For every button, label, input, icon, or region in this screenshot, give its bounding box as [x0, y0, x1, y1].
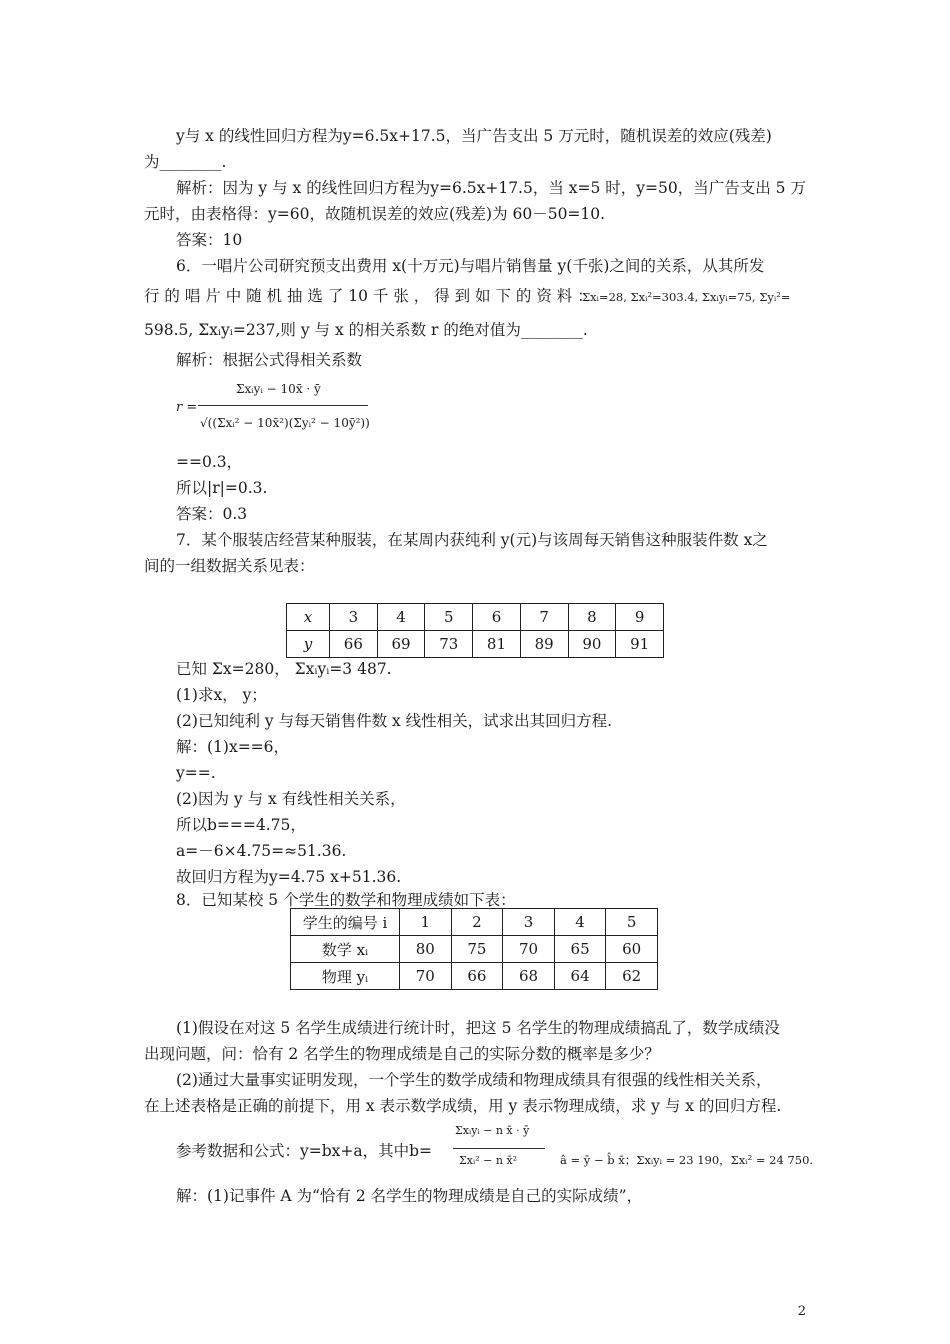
formula-numerator: Σxᵢyᵢ − 10x̄ · ȳ: [236, 382, 321, 396]
table-cell: 66: [451, 963, 503, 990]
text-line: (2)通过大量事实证明发现，一个学生的数学成绩和物理成绩具有很强的线性相关关系，: [176, 1071, 772, 1089]
text-line: 出现问题，问：恰有 2 名学生的物理成绩是自己的实际分数的概率是多少？: [144, 1045, 660, 1063]
table-cell: 5: [606, 909, 658, 936]
regression-b-formula: [453, 1122, 553, 1178]
table-row: [291, 963, 658, 990]
table-cell: 4: [377, 604, 425, 631]
text-line: 8．已知某校 5 个学生的数学和物理成绩如下表：: [176, 891, 516, 909]
text-line: 所以b===4.75，: [176, 816, 306, 834]
table-cell: 学生的编号 i: [291, 909, 400, 936]
text-line: 为________.: [144, 153, 227, 171]
table-cell: 81: [473, 631, 521, 658]
text-line: 在上述表格是正确的前提下，用 x 表示数学成绩，用 y 表示物理成绩，求 y 与 x 的回归方程.: [144, 1097, 782, 1115]
table-cell: 5: [425, 604, 473, 631]
correlation-formula: [176, 378, 376, 444]
table-cell: 1: [400, 909, 452, 936]
table-cell: 数学 xᵢ: [291, 936, 400, 963]
fraction-bar: [198, 405, 368, 406]
sum-data: Σxᵢ=28, Σxᵢ²=303.4, Σxᵢyᵢ=75, Σyᵢ²=: [582, 290, 791, 304]
table-cell: y: [287, 631, 330, 658]
text-line: y==.: [176, 764, 216, 782]
table-cell: 70: [400, 963, 452, 990]
table-cell: 3: [503, 909, 555, 936]
table-cell: 6: [473, 604, 521, 631]
text-line: 元时，由表格得：y=60，故随机误差的效应(残差)为 60－50=10.: [144, 205, 606, 223]
table-cell: 89: [520, 631, 568, 658]
table-cell: 64: [554, 963, 606, 990]
table-cell: 62: [606, 963, 658, 990]
text-line: ==0.3，: [176, 453, 243, 471]
table-row: [291, 909, 658, 936]
table-cell: 91: [616, 631, 664, 658]
table-cell: 物理 yᵢ: [291, 963, 400, 990]
table-cell: 68: [503, 963, 555, 990]
formula-denominator: Σxᵢ² − n x̄²: [459, 1154, 518, 1167]
text-line: 解析：因为 y 与 x 的线性回归方程为y=6.5x+17.5，当 x=5 时，y=50，当广告支出 5 万: [176, 179, 806, 197]
table-cell: 80: [400, 936, 452, 963]
text-line: 故回归方程为y=4.75 x+51.36.: [176, 868, 402, 886]
text-line: 已知 Σx=280， Σxᵢyᵢ=3 487.: [176, 660, 392, 678]
text-line: a=－6×4.75=≈51.36.: [176, 842, 347, 860]
text-line: 所以|r|=0.3.: [176, 479, 268, 497]
table-cell: 90: [568, 631, 616, 658]
formula-numerator: Σxᵢyᵢ − n x̄ · ȳ: [455, 1124, 530, 1137]
text-line: (1)假设在对这 5 名学生成绩进行统计时，把这 5 名学生的物理成绩搞乱了，数学成绩没: [176, 1019, 780, 1037]
table-row: [287, 604, 664, 631]
table-cell: 9: [616, 604, 664, 631]
scores-table: [290, 908, 658, 990]
text-line: 7．某个服装店经营某种服装，在某周内获纯利 y(元)与该周每天销售这种服装件数 x之: [176, 531, 768, 549]
text-line: (1)求x， y；: [176, 686, 267, 704]
text-line: 行 的 唱 片 中 随 机 抽 选 了 10 千 张 ， 得 到 如 下 的 资 料 ：: [144, 287, 593, 305]
text-line: 解：(1)记事件 A 为“恰有 2 名学生的物理成绩是自己的实际成绩”，: [176, 1187, 643, 1205]
text-line: 间的一组数据关系见表：: [144, 557, 315, 575]
table-row: [287, 631, 664, 658]
table-cell: 60: [606, 936, 658, 963]
reference-data: â = ȳ − b̂ x̄；Σxᵢyᵢ = 23 190，Σxᵢ² = 24 750.: [560, 1153, 814, 1167]
text-line: 598.5, Σxᵢyᵢ=237,则 y 与 x 的相关系数 r 的绝对值为________.: [144, 321, 588, 339]
table-cell: 8: [568, 604, 616, 631]
text-line: 解析：根据公式得相关系数: [176, 351, 363, 369]
fraction-bar: [453, 1148, 545, 1149]
table-cell: 65: [554, 936, 606, 963]
table-cell: 3: [330, 604, 378, 631]
page-number: 2: [797, 1304, 806, 1319]
formula-lhs: r =: [176, 400, 198, 415]
text-line: (2)已知纯利 y 与每天销售件数 x 线性相关，试求出其回归方程.: [176, 712, 613, 730]
table-cell: 66: [330, 631, 378, 658]
text-line: 答案：10: [176, 231, 243, 249]
table-cell: 70: [503, 936, 555, 963]
table-cell: 4: [554, 909, 606, 936]
table-cell: 2: [451, 909, 503, 936]
text-line: 参考数据和公式：y=bx+a，其中b=: [176, 1142, 433, 1160]
table-cell: 7: [520, 604, 568, 631]
table-cell: x: [287, 604, 330, 631]
profit-sales-table: [286, 603, 664, 658]
formula-denominator: √((Σxᵢ² − 10x̄²)(Σyᵢ² − 10ȳ²)): [200, 416, 370, 430]
text-line: 解：(1)x==6，: [176, 738, 290, 756]
text-line: (2)因为 y 与 x 有线性相关关系，: [176, 790, 406, 808]
text-line: 答案：0.3: [176, 505, 248, 523]
table-row: [291, 936, 658, 963]
text-line: 6．一唱片公司研究预支出费用 x(十万元)与唱片销售量 y(千张)之间的关系，从其所发: [176, 257, 765, 275]
table-cell: 73: [425, 631, 473, 658]
table-cell: 75: [451, 936, 503, 963]
text-line: y与 x 的线性回归方程为y=6.5x+17.5，当广告支出 5 万元时，随机误差的效应(残差): [176, 127, 772, 145]
table-cell: 69: [377, 631, 425, 658]
